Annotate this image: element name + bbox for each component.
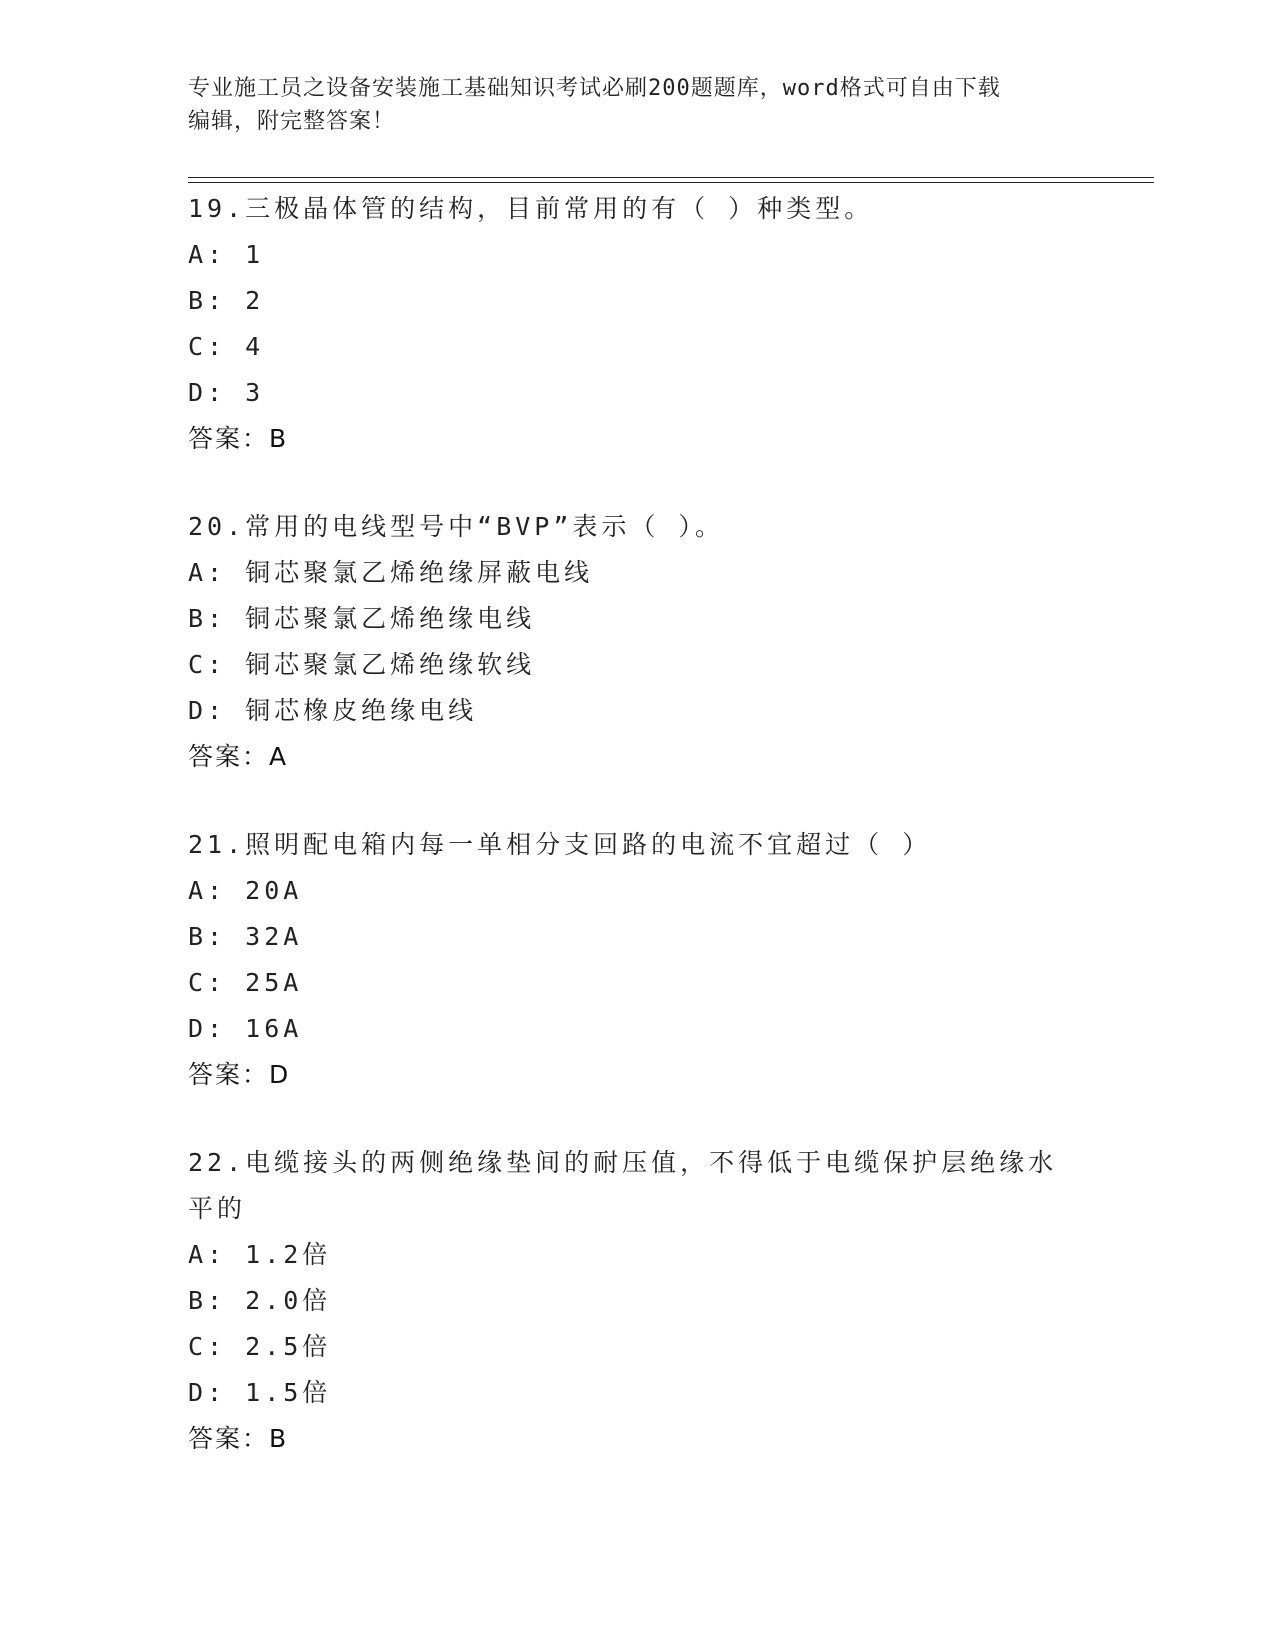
option-c: C: 2.5倍: [188, 1332, 332, 1361]
question-19: [188, 186, 1088, 462]
header-line-1: 专业施工员之设备安装施工基础知识考试必刷200题题库，word格式可自由下载: [188, 76, 1001, 101]
option-c: C: 4: [188, 332, 265, 361]
option-b: B: 铜芯聚氯乙烯绝缘电线: [188, 604, 536, 633]
option-b: B: 32A: [188, 922, 303, 951]
option-d: D: 1.5倍: [188, 1378, 332, 1407]
answer-label: 答案：B: [188, 1424, 289, 1453]
question-stem: 21.照明配电箱内每一单相分支回路的电流不宜超过（ ）: [188, 830, 932, 859]
answer-label: 答案：A: [188, 742, 289, 771]
question-stem: 19.三极晶体管的结构，目前常用的有（ ）种类型。: [188, 194, 874, 223]
option-a: A: 铜芯聚氯乙烯绝缘屏蔽电线: [188, 558, 594, 587]
header-line-2: 编辑，附完整答案！: [188, 109, 396, 134]
question-20: [188, 504, 1088, 780]
answer-label: 答案：D: [188, 1060, 291, 1089]
option-d: D: 铜芯橡皮绝缘电线: [188, 696, 478, 725]
question-21: [188, 822, 1088, 1098]
option-b: B: 2.0倍: [188, 1286, 332, 1315]
question-22: [188, 1140, 1068, 1462]
option-c: C: 铜芯聚氯乙烯绝缘软线: [188, 650, 536, 679]
option-d: D: 16A: [188, 1014, 303, 1043]
option-a: A: 20A: [188, 876, 303, 905]
question-stem: 20.常用的电线型号中“BVP”表示（ ）。: [188, 512, 724, 541]
answer-label: 答案：B: [188, 424, 289, 453]
header-divider-top: [188, 177, 1154, 178]
header-divider-bottom: [188, 182, 1154, 183]
option-b: B: 2: [188, 286, 265, 315]
question-stem: 22.电缆接头的两侧绝缘垫间的耐压值，不得低于电缆保护层绝缘水平的: [188, 1148, 1058, 1223]
option-c: C: 25A: [188, 968, 303, 997]
option-d: D: 3: [188, 378, 265, 407]
option-a: A: 1.2倍: [188, 1240, 332, 1269]
option-a: A: 1: [188, 240, 265, 269]
document-header: [188, 72, 1068, 138]
